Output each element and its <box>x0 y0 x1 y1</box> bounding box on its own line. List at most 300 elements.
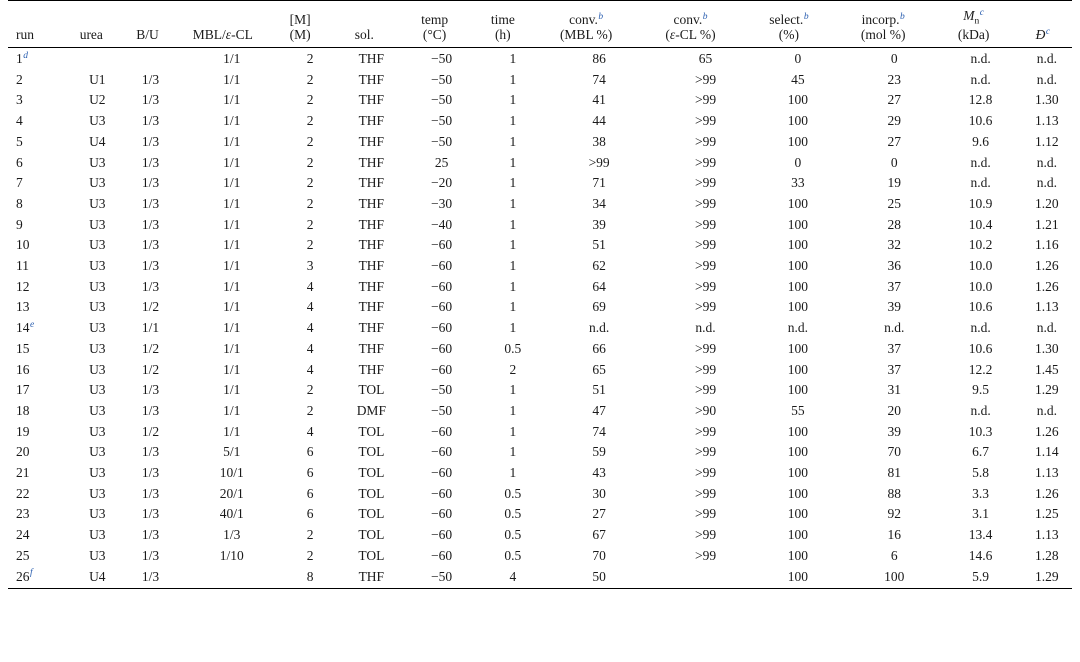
cell-sol: THF <box>358 92 385 108</box>
cell-temp: −50 <box>431 92 453 108</box>
table-row <box>8 338 1072 359</box>
column-header-solvent: sol. <box>329 1 399 48</box>
cell-time: 1 <box>509 320 517 336</box>
cell-incorp: 81 <box>887 465 901 481</box>
cell-mn: 12.8 <box>968 92 993 108</box>
cell-time: 1 <box>509 237 517 253</box>
cell-sol: THF <box>358 51 385 67</box>
cell-time: 1 <box>509 402 517 418</box>
cell-urea: U3 <box>89 506 106 522</box>
cell-select: 100 <box>787 361 808 377</box>
cell-select: 100 <box>787 547 808 563</box>
cell-temp: −50 <box>399 566 469 589</box>
cell-temp: −50 <box>431 51 453 67</box>
cell-urea: U3 <box>89 382 106 398</box>
cell-conv1: 62 <box>592 258 606 274</box>
cell-select: 100 <box>787 444 808 460</box>
cell-select: 0 <box>794 51 802 67</box>
cell-urea: U3 <box>89 299 106 315</box>
table-row <box>8 48 1072 69</box>
cell-m: 2 <box>306 216 314 232</box>
cell-select: 100 <box>787 527 808 543</box>
cell-temp: −60 <box>431 278 453 294</box>
cell-m: 2 <box>306 402 314 418</box>
table-row <box>8 525 1072 546</box>
cell-incorp: 28 <box>887 216 901 232</box>
cell-bu: 1/3 <box>141 485 160 501</box>
footnote-marker: b <box>900 11 905 22</box>
cell-time: 1 <box>509 195 517 211</box>
cell-conv2: >99 <box>694 71 717 87</box>
table-row <box>8 152 1072 173</box>
cell-time: 1 <box>509 382 517 398</box>
table-row <box>8 131 1072 152</box>
cell-m: 4 <box>306 361 314 377</box>
cell-temp: −20 <box>431 175 453 191</box>
cell-temp: −50 <box>431 382 453 398</box>
cell-bu: 1/3 <box>141 527 160 543</box>
cell-d: 1.29 <box>1014 566 1072 589</box>
cell-sol: TOL <box>358 423 385 439</box>
cell-temp: −60 <box>431 299 453 315</box>
cell-conv2: >99 <box>694 299 717 315</box>
cell-urea: U3 <box>89 547 106 563</box>
cell-mn: 10.0 <box>968 278 993 294</box>
cell-run: 23 <box>16 506 30 522</box>
column-header-molecular-weight: $M_n^c$ (kDa) <box>933 1 1013 48</box>
cell-mn: 3.3 <box>972 485 989 501</box>
cell-d: 1.13 <box>1035 299 1059 315</box>
cell-temp: −50 <box>431 113 453 129</box>
cell-mbl: 1/1 <box>223 51 241 67</box>
cell-mn: 9.6 <box>972 133 989 149</box>
cell-select: 0 <box>794 154 802 170</box>
cell-select: 100 <box>787 133 808 149</box>
cell-conv1: 44 <box>592 113 606 129</box>
footnote-marker: b <box>702 11 708 22</box>
cell-conv2: >99 <box>694 92 717 108</box>
cell-conv2: >99 <box>694 547 717 563</box>
cell-d: 1.26 <box>1035 423 1059 439</box>
cell-time: 1 <box>509 154 517 170</box>
cell-sol: TOL <box>358 527 385 543</box>
cell-bu: 1/3 <box>141 382 160 398</box>
cell-select: n.d. <box>787 320 808 336</box>
results-table <box>8 0 1072 589</box>
cell-conv1: 74 <box>592 71 606 87</box>
cell-mn: 10.6 <box>968 113 993 129</box>
cell-incorp: 0 <box>890 154 898 170</box>
cell-urea: U3 <box>89 237 106 253</box>
cell-time: 1 <box>509 175 517 191</box>
cell-select: 45 <box>791 71 805 87</box>
cell-time: 0.5 <box>504 340 522 356</box>
cell-conv1: 39 <box>592 216 606 232</box>
cell-mbl: 1/1 <box>223 175 241 191</box>
cell-conv2: >99 <box>694 361 717 377</box>
cell-incorp: 31 <box>887 382 901 398</box>
cell-sol: TOL <box>358 465 385 481</box>
column-header-incorporation: incorp.$^b$ (mol %) <box>833 1 933 48</box>
cell-conv1: 64 <box>592 278 606 294</box>
cell-d: 1.30 <box>1035 340 1059 356</box>
cell-sol: THF <box>358 340 385 356</box>
cell-conv2: >99 <box>694 113 717 129</box>
cell-d: n.d. <box>1036 320 1057 336</box>
table-row <box>8 173 1072 194</box>
cell-incorp: 100 <box>833 566 933 589</box>
table-row <box>8 297 1072 318</box>
cell-conv1: 38 <box>592 133 606 149</box>
cell-conv1: 43 <box>592 465 606 481</box>
cell-mbl: 40/1 <box>219 506 244 522</box>
cell-incorp: 37 <box>887 278 901 294</box>
cell-sol: TOL <box>358 547 385 563</box>
cell-urea: U3 <box>89 361 106 377</box>
cell-temp: −60 <box>431 527 453 543</box>
cell-urea: U3 <box>89 113 106 129</box>
cell-run: 25 <box>16 547 30 563</box>
cell-conv2: >99 <box>694 485 717 501</box>
cell-incorp: 20 <box>887 402 901 418</box>
cell-time: 0.5 <box>504 547 522 563</box>
cell-conv1: 27 <box>592 506 606 522</box>
cell-select: 100 <box>787 237 808 253</box>
cell-run: 4 <box>16 113 23 129</box>
cell-temp: −50 <box>431 402 453 418</box>
cell-d: n.d. <box>1036 175 1057 191</box>
cell-conv1: 71 <box>592 175 606 191</box>
cell-sol: THF <box>358 133 385 149</box>
cell-d: 1.45 <box>1035 361 1059 377</box>
cell-sol: DMF <box>356 402 386 418</box>
cell-conv2: >99 <box>694 527 717 543</box>
cell-urea: U3 <box>89 465 106 481</box>
cell-incorp: 37 <box>887 340 901 356</box>
cell-mn: 12.2 <box>968 361 993 377</box>
cell-incorp: 29 <box>887 113 901 129</box>
cell-d: 1.13 <box>1035 465 1059 481</box>
cell-mbl: 1/1 <box>223 113 241 129</box>
cell-select: 100 <box>787 113 808 129</box>
cell-time: 1 <box>509 216 517 232</box>
cell-incorp: 37 <box>887 361 901 377</box>
cell-mn: 14.6 <box>968 547 993 563</box>
table-row <box>8 566 1072 589</box>
cell-urea: U4 <box>89 133 106 149</box>
cell-conv1: 34 <box>592 195 606 211</box>
cell-mbl: 1/3 <box>223 527 241 543</box>
cell-mn: 13.4 <box>968 527 993 543</box>
cell-d: 1.26 <box>1035 258 1059 274</box>
cell-m: 4 <box>306 299 314 315</box>
cell-temp: −50 <box>431 71 453 87</box>
column-header-mbl-ecl: MBL/ε-CL <box>175 1 271 48</box>
cell-conv1: 69 <box>592 299 606 315</box>
cell-bu: 1/3 <box>141 444 160 460</box>
cell-temp: −60 <box>431 506 453 522</box>
cell-run: 13 <box>16 299 30 315</box>
cell-urea: U3 <box>89 278 106 294</box>
cell-incorp: n.d. <box>884 320 905 336</box>
cell-conv1: n.d. <box>589 320 610 336</box>
cell-temp: −40 <box>431 216 453 232</box>
cell-run: 7 <box>16 175 23 191</box>
table-row <box>8 214 1072 235</box>
cell-urea: U3 <box>89 485 106 501</box>
cell-m: 2 <box>306 175 314 191</box>
cell-run: 10 <box>16 237 30 253</box>
cell-run: 12 <box>16 278 30 294</box>
cell-d: 1.16 <box>1035 237 1059 253</box>
cell-bu: 1/2 <box>141 361 160 377</box>
cell-conv1: 70 <box>592 547 606 563</box>
cell-bu: 1/3 <box>141 237 160 253</box>
cell-mn: 10.0 <box>968 258 993 274</box>
footnote-marker: c <box>979 7 984 18</box>
cell-m: 6 <box>306 444 314 460</box>
cell-mbl: 1/1 <box>223 133 241 149</box>
cell-select: 100 <box>787 423 808 439</box>
cell-time: 0.5 <box>504 485 522 501</box>
cell-mn: n.d. <box>970 154 991 170</box>
column-header-selectivity: select.$^b$ (%) <box>745 1 833 48</box>
cell-d: 1.25 <box>1035 506 1059 522</box>
cell-conv2: >99 <box>694 278 717 294</box>
cell-time: 1 <box>509 258 517 274</box>
cell-mn: 6.7 <box>972 444 989 460</box>
cell-run: 18 <box>16 402 30 418</box>
cell-run: 26$^f$ <box>8 566 62 589</box>
cell-m: 6 <box>306 465 314 481</box>
cell-d: n.d. <box>1036 71 1057 87</box>
cell-urea: U3 <box>89 195 106 211</box>
cell-time: 1 <box>509 51 517 67</box>
cell-urea: U3 <box>89 154 106 170</box>
cell-m: 2 <box>306 547 314 563</box>
cell-sol: THF <box>358 237 385 253</box>
cell-conv1: 66 <box>592 340 606 356</box>
cell-conv1: 51 <box>592 382 606 398</box>
cell-run: 19 <box>16 423 30 439</box>
cell-bu: 1/3 <box>141 71 160 87</box>
cell-m: 2 <box>306 237 314 253</box>
cell-run: 11 <box>16 258 29 274</box>
column-header-urea: urea <box>62 1 120 48</box>
cell-run: 1$^d$ <box>16 50 28 67</box>
cell-temp: −60 <box>431 237 453 253</box>
cell-mn: n.d. <box>970 402 991 418</box>
cell-time: 1 <box>509 278 517 294</box>
cell-conv1: 30 <box>592 485 606 501</box>
cell-incorp: 36 <box>887 258 901 274</box>
cell-time: 1 <box>509 299 517 315</box>
table-row <box>8 442 1072 463</box>
cell-sol: TOL <box>358 444 385 460</box>
column-header-time: time (h) <box>470 1 536 48</box>
cell-bu: 1/3 <box>141 258 160 274</box>
cell-m: 6 <box>306 485 314 501</box>
cell-time: 1 <box>509 133 517 149</box>
cell-conv2: >99 <box>694 154 717 170</box>
cell-incorp: 0 <box>890 51 898 67</box>
cell-sol: THF <box>358 71 385 87</box>
cell-d: n.d. <box>1036 51 1057 67</box>
cell-conv2: >99 <box>694 258 717 274</box>
cell-mbl: 1/1 <box>223 423 241 439</box>
cell-run: 9 <box>16 216 23 232</box>
cell-mbl: 1/1 <box>223 258 241 274</box>
cell-run: 24 <box>16 527 30 543</box>
cell-conv2: >99 <box>694 444 717 460</box>
cell-conv2: n.d. <box>695 320 716 336</box>
cell-conv1: >99 <box>588 154 610 170</box>
cell-m: 2 <box>306 113 314 129</box>
cell-urea: U4 <box>62 566 120 589</box>
cell-conv1: 50 <box>536 566 636 589</box>
cell-incorp: 92 <box>887 506 901 522</box>
cell-bu: 1/3 <box>141 465 160 481</box>
cell-urea: U3 <box>89 423 106 439</box>
cell-mbl: 1/1 <box>223 278 241 294</box>
cell-time: 1 <box>509 423 517 439</box>
cell-conv2: >99 <box>694 175 717 191</box>
cell-conv2: >99 <box>694 195 717 211</box>
cell-sol: THF <box>358 299 385 315</box>
cell-time: 1 <box>509 465 517 481</box>
cell-incorp: 27 <box>887 92 901 108</box>
cell-run: 14e <box>16 319 35 336</box>
cell-time: 1 <box>509 444 517 460</box>
cell-incorp: 19 <box>887 175 901 191</box>
cell-bu: 1/3 <box>141 175 160 191</box>
cell-m: 2 <box>306 133 314 149</box>
cell-urea: U3 <box>89 258 106 274</box>
cell-m: 4 <box>306 423 314 439</box>
cell-conv2: >99 <box>694 423 717 439</box>
cell-mbl: 1/1 <box>223 402 241 418</box>
cell-m: 6 <box>306 506 314 522</box>
table-row <box>8 504 1072 525</box>
cell-d: 1.29 <box>1035 382 1059 398</box>
cell-select: 100 <box>787 340 808 356</box>
cell-select: 100 <box>787 299 808 315</box>
cell-m: 2 <box>306 51 314 67</box>
cell-mbl: 1/1 <box>223 361 241 377</box>
cell-time: 0.5 <box>504 527 522 543</box>
cell-m: 3 <box>306 258 314 274</box>
cell-select: 100 <box>787 258 808 274</box>
cell-mbl: 1/1 <box>223 299 241 315</box>
cell-run: 20 <box>16 444 30 460</box>
table-row <box>8 276 1072 297</box>
column-header-temperature: temp (°C) <box>399 1 469 48</box>
cell-conv2: >99 <box>694 340 717 356</box>
cell-incorp: 27 <box>887 133 901 149</box>
cell-d: 1.28 <box>1035 547 1059 563</box>
cell-select: 55 <box>791 402 805 418</box>
cell-conv2: >99 <box>694 506 717 522</box>
cell-conv1: 74 <box>592 423 606 439</box>
cell-mbl: 5/1 <box>223 444 241 460</box>
cell-run: 5 <box>16 133 23 149</box>
cell-mbl: 1/1 <box>223 340 241 356</box>
cell-mbl: 1/1 <box>223 71 241 87</box>
cell-m: 8 <box>271 566 329 589</box>
cell-temp: −60 <box>431 423 453 439</box>
cell-temp: −60 <box>431 485 453 501</box>
cell-conv1: 47 <box>592 402 606 418</box>
cell-time: 2 <box>509 361 517 377</box>
cell-run: 3 <box>16 92 23 108</box>
cell-d: 1.21 <box>1035 216 1059 232</box>
cell-run: 6 <box>16 154 23 170</box>
cell-incorp: 23 <box>887 71 901 87</box>
cell-mn: 10.6 <box>968 299 993 315</box>
cell-m: 4 <box>306 278 314 294</box>
table-row <box>8 69 1072 90</box>
cell-m: 2 <box>306 527 314 543</box>
cell-conv1: 51 <box>592 237 606 253</box>
cell-mbl: 1/1 <box>223 195 241 211</box>
cell-conv1: 65 <box>592 361 606 377</box>
cell-bu: 1/3 <box>141 216 160 232</box>
cell-sol: THF <box>358 361 385 377</box>
footnote-marker: c <box>1045 26 1051 37</box>
cell-d: 1.20 <box>1035 195 1059 211</box>
cell-temp: −50 <box>431 133 453 149</box>
cell-sol: THF <box>358 258 385 274</box>
cell-incorp: 32 <box>887 237 901 253</box>
cell-select: 100 <box>787 465 808 481</box>
table-header <box>8 1 1072 48</box>
cell-sol: THF <box>329 566 399 589</box>
cell-run: 22 <box>16 485 30 501</box>
cell-d: 1.13 <box>1035 527 1059 543</box>
table-row <box>8 421 1072 442</box>
cell-d: 1.14 <box>1035 444 1059 460</box>
cell-sol: THF <box>358 216 385 232</box>
cell-select: 100 <box>787 92 808 108</box>
cell-select: 100 <box>787 216 808 232</box>
cell-bu: 1/1 <box>141 320 160 336</box>
cell-mn: 5.9 <box>933 566 1013 589</box>
cell-incorp: 39 <box>887 423 901 439</box>
cell-d: 1.13 <box>1035 113 1059 129</box>
table-body <box>8 48 1072 589</box>
cell-d: n.d. <box>1036 154 1057 170</box>
cell-run: 8 <box>16 195 23 211</box>
cell-sol: THF <box>358 175 385 191</box>
cell-bu: 1/2 <box>141 340 160 356</box>
cell-sol: THF <box>358 195 385 211</box>
cell-select: 100 <box>787 382 808 398</box>
cell-conv1: 59 <box>592 444 606 460</box>
table-row <box>8 193 1072 214</box>
cell-bu: 1/2 <box>141 299 160 315</box>
cell-select: 100 <box>787 506 808 522</box>
cell-mbl: 1/1 <box>223 320 241 336</box>
cell-urea <box>62 48 120 69</box>
cell-conv1: 86 <box>592 51 606 67</box>
footnote-marker: b <box>598 11 604 22</box>
cell-urea: U2 <box>89 92 106 108</box>
cell-run: 16 <box>16 361 30 377</box>
cell-d: 1.30 <box>1035 92 1059 108</box>
cell-sol: TOL <box>358 382 385 398</box>
cell-run: 2 <box>16 71 23 87</box>
table-row <box>8 90 1072 111</box>
